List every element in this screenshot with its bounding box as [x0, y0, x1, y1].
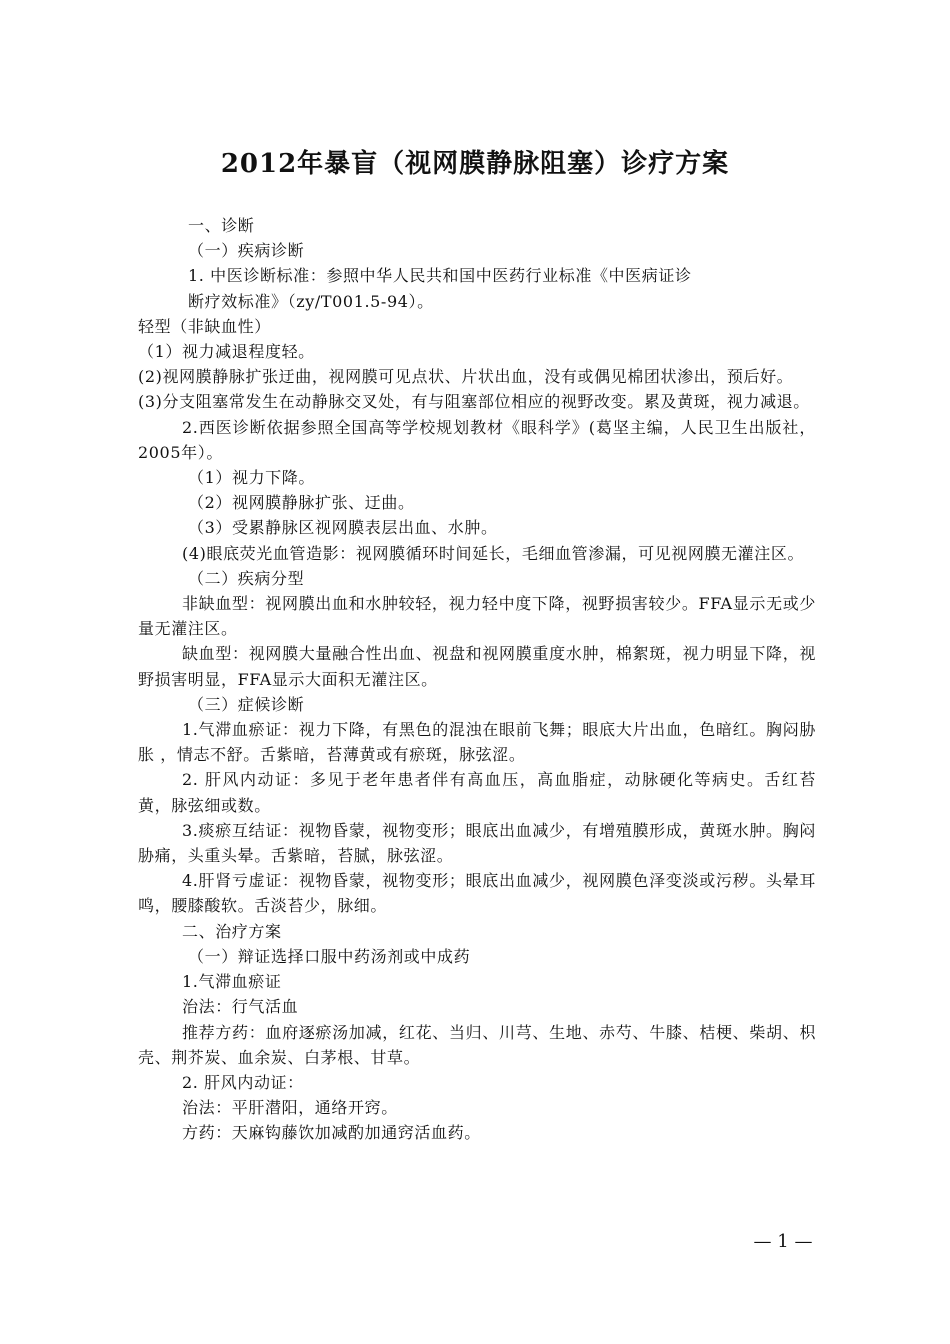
subsection-heading: （二）疾病分型: [188, 568, 305, 588]
paragraph: 1.气滞血瘀证：视力下降，有黑色的混浊在眼前飞舞；眼底大片出血，色暗红。胸闷胁胀 ，情志不舒。舌紫暗，苔薄黄或有瘀斑，脉弦涩。: [138, 720, 816, 765]
section-heading-diagnosis: 一、诊断: [188, 216, 255, 235]
paragraph: （1）视力下降。: [188, 468, 315, 488]
paragraph: 1.气滞血瘀证: [182, 972, 282, 992]
subsection-heading: （一）辩证选择口服中药汤剂或中成药: [188, 946, 471, 966]
paragraph: 1. 中医诊断标准：参照中华人民共和国中医药行业标准《中医病证诊: [188, 266, 692, 286]
document-body: [138, 213, 816, 1146]
paragraph: (3)分支阻塞常发生在动静脉交叉处，有与阻塞部位相应的视野改变。累及黄斑，视力减退。: [138, 392, 810, 412]
paragraph: 2. 肝风内动证：多见于老年患者伴有高血压，高血脂症，动脉硬化等病史。舌红苔黄，脉弦细或数。: [138, 770, 816, 815]
paragraph: 2.西医诊断依据参照全国高等学校规划教材《眼科学》(葛坚主编，人民卫生出版社，2005年）。: [138, 417, 816, 462]
paragraph: 治法：平肝潜阳，通络开窍。: [182, 1098, 398, 1118]
paragraph: 方药：天麻钩藤饮加减酌加通窍活血药。: [182, 1123, 481, 1143]
paragraph: 非缺血型：视网膜出血和水肿较轻，视力轻中度下降，视野损害较少。FFA显示无或少量无灌注区。: [138, 594, 816, 639]
paragraph: 3.痰瘀互结证：视物昏蒙，视物变形；眼底出血减少，有增殖膜形成，黄斑水肿。胸闷胁痛，头重头晕。舌紫暗，苔腻，脉弦涩。: [138, 820, 816, 866]
paragraph: 缺血型：视网膜大量融合性出血、视盘和视网膜重度水肿，棉絮斑，视力明显下降，视野损害明显，FFA显示大面积无灌注区。: [138, 644, 816, 689]
document-title: 2012年暴盲（视网膜静脉阻塞）诊疗方案: [220, 149, 730, 179]
paragraph: 2. 肝风内动证：: [182, 1072, 304, 1092]
paragraph: (2)视网膜静脉扩张迂曲，视网膜可见点状、片状出血，没有或偶见棉团状渗出，预后好。: [138, 367, 794, 387]
paragraph: 推荐方药：血府逐瘀汤加减，红花、当归、川芎、生地、赤芍、牛膝、桔梗、柴胡、枳壳、荆芥炭、血余炭、白茅根、甘草。: [138, 1022, 816, 1067]
paragraph: 断疗效标准》（zy/T001.5-94）。: [188, 291, 434, 311]
paragraph: （3）受累静脉区视网膜表层出血、水肿。: [188, 518, 498, 538]
paragraph: 轻型（非缺血性）: [138, 316, 271, 336]
subsection-heading: （三）症候诊断: [188, 694, 305, 714]
subsection-heading: （一）疾病诊断: [188, 241, 305, 261]
paragraph: 4.肝肾亏虚证：视物昏蒙，视物变形；眼底出血减少，视网膜色泽变淡或污秽。头晕耳鸣，腰膝酸软。舌淡苔少，脉细。: [138, 871, 816, 916]
paragraph: 治法：行气活血: [182, 997, 299, 1017]
paragraph: （2）视网膜静脉扩张、迂曲。: [188, 493, 415, 513]
paragraph: （1）视力减退程度轻。: [138, 342, 315, 362]
paragraph: (4)眼底荧光血管造影：视网膜循环时间延长，毛细血管渗漏，可见视网膜无灌注区。: [182, 543, 805, 563]
section-heading-treatment: 二、治疗方案: [182, 921, 282, 941]
page-number: — 1 —: [753, 1231, 813, 1252]
